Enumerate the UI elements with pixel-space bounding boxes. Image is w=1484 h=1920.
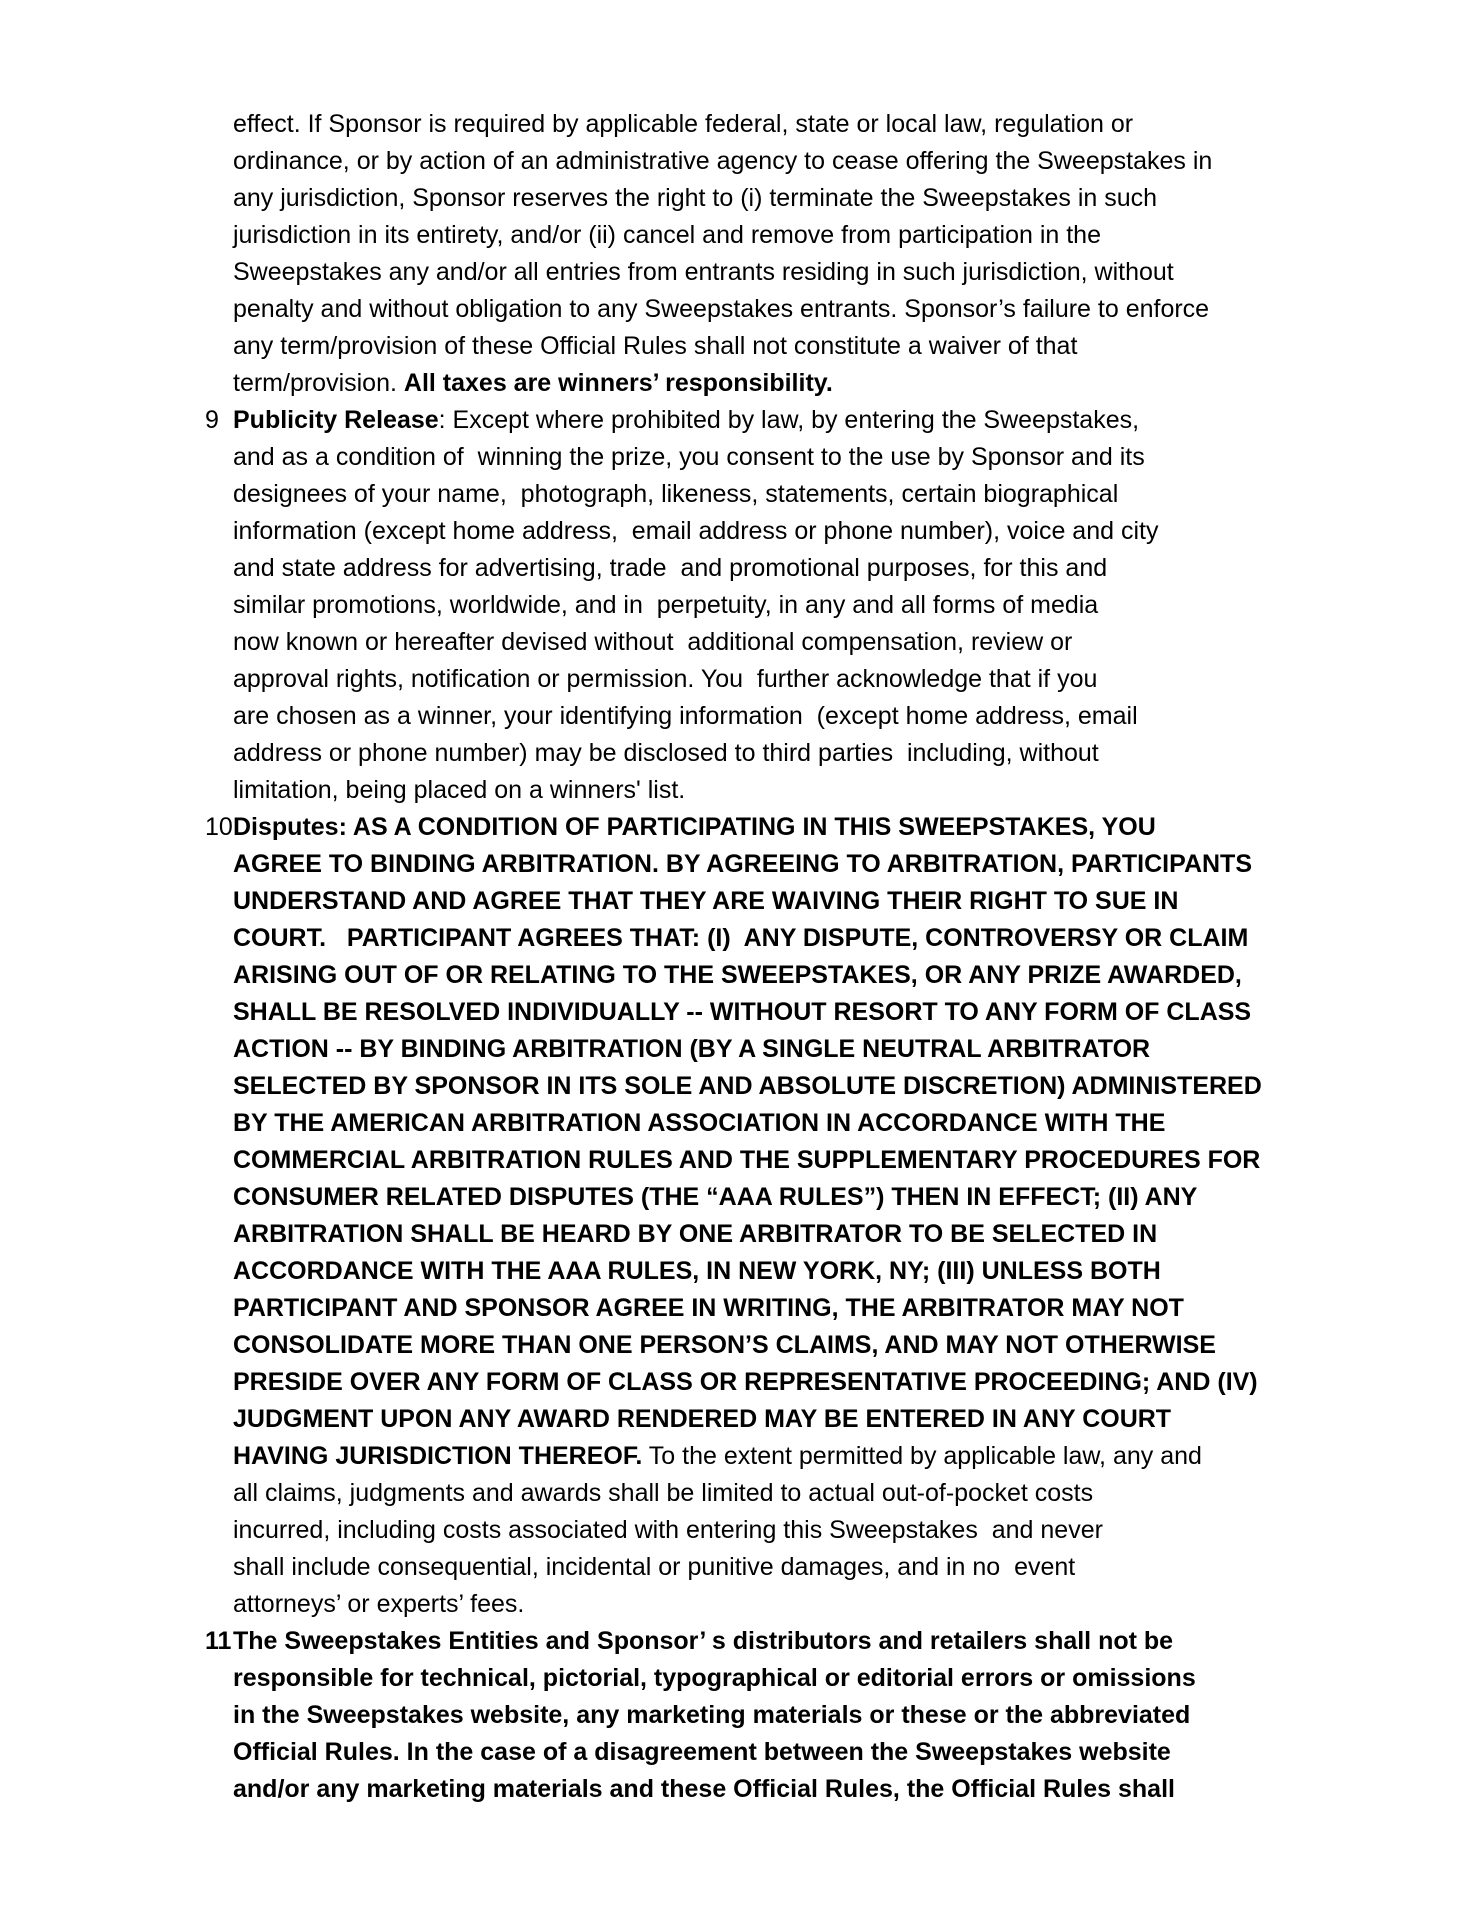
section-11-line: responsible for technical, pictorial, typographical or editorial errors or omissions [233,1664,1196,1692]
section-10-plain-line: shall include consequential, incidental or punitive damages, and in no event [233,1553,1076,1581]
section-10-mixed-bold: HAVING JURISDICTION THEREOF. [233,1442,643,1470]
section-10-bold-line: CONSOLIDATE MORE THAN ONE PERSON’S CLAIMS, AND MAY NOT OTHERWISE [233,1331,1216,1359]
taxes-notice: All taxes are winners’ responsibility. [403,369,833,397]
section-10-bold-line: CONSUMER RELATED DISPUTES (THE “AAA RULES”) THEN IN EFFECT; (II) ANY [233,1183,1198,1211]
intro-line: penalty and without obligation to any Sweepstakes entrants. Sponsor’s failure to enforce [233,295,1210,323]
section-10-bold-line: COURT. PARTICIPANT AGREES THAT: (I) ANY DISPUTE, CONTROVERSY OR CLAIM [233,924,1249,952]
section-number: 10 [205,813,233,841]
section-number: 9 [205,406,219,434]
section-10-bold-line: BY THE AMERICAN ARBITRATION ASSOCIATION IN ACCORDANCE WITH THE [233,1109,1166,1137]
section-9-line: approval rights, notification or permission. You further acknowledge that if you [233,665,1098,693]
section-10-bold-line: ARBITRATION SHALL BE HEARD BY ONE ARBITRATOR TO BE SELECTED IN [233,1220,1158,1248]
intro-line: Sweepstakes any and/or all entries from entrants residing in such jurisdiction, without [233,258,1174,286]
section-11-first-line: The Sweepstakes Entities and Sponsor’ s distributors and retailers shall not be [233,1627,1174,1655]
section-10-bold-line: JUDGMENT UPON ANY AWARD RENDERED MAY BE ENTERED IN ANY COURT [233,1405,1172,1433]
section-10-bold-line: ACCORDANCE WITH THE AAA RULES, IN NEW YORK, NY; (III) UNLESS BOTH [233,1257,1161,1285]
section-heading: Publicity Release [233,406,439,434]
section-9-line: designees of your name, photograph, likeness, statements, certain biographical [233,480,1119,508]
intro-line: jurisdiction in its entirety, and/or (ii) cancel and remove from participation in the [233,221,1101,249]
section-11-line: and/or any marketing materials and these Official Rules, the Official Rules shall [233,1775,1175,1803]
section-9-first-line-rest: : Except where prohibited by law, by entering the Sweepstakes, [438,406,1140,434]
section-10-bold-line: ARISING OUT OF OR RELATING TO THE SWEEPSTAKES, OR ANY PRIZE AWARDED, [233,961,1242,989]
section-10-first-line: Disputes: AS A CONDITION OF PARTICIPATING IN THIS SWEEPSTAKES, YOU [233,813,1156,841]
section-10-bold-line: PARTICIPANT AND SPONSOR AGREE IN WRITING, THE ARBITRATOR MAY NOT [233,1294,1184,1322]
section-10-bold-line: ACTION -- BY BINDING ARBITRATION (BY A SINGLE NEUTRAL ARBITRATOR [233,1035,1151,1063]
section-10-mixed-line [233,1438,1202,1474]
intro-last-plain: term/provision. [233,369,404,397]
section-10-bold-line: SHALL BE RESOLVED INDIVIDUALLY -- WITHOUT RESORT TO ANY FORM OF CLASS [233,998,1252,1026]
section-9-line: similar promotions, worldwide, and in perpetuity, in any and all forms of media [233,591,1099,619]
section-10-bold-line: SELECTED BY SPONSOR IN ITS SOLE AND ABSOLUTE DISCRETION) ADMINISTERED [233,1072,1262,1100]
intro-line: effect. If Sponsor is required by applicable federal, state or local law, regulation or [233,110,1134,138]
section-10-plain-line: all claims, judgments and awards shall be limited to actual out-of-pocket costs [233,1479,1094,1507]
section-10-bold-line: AGREE TO BINDING ARBITRATION. BY AGREEING TO ARBITRATION, PARTICIPANTS [233,850,1253,878]
section-10-plain-line: attorneys’ or experts’ fees. [233,1590,525,1618]
intro-last-line [233,365,833,401]
section-10-bold-line: COMMERCIAL ARBITRATION RULES AND THE SUPPLEMENTARY PROCEDURES FOR [233,1146,1261,1174]
section-9-line: limitation, being placed on a winners' list. [233,776,686,804]
section-11-line: in the Sweepstakes website, any marketing materials or these or the abbreviated [233,1701,1191,1729]
section-9-line: and state address for advertising, trade and promotional purposes, for this and [233,554,1108,582]
section-9-line: now known or hereafter devised without additional compensation, review or [233,628,1073,656]
section-11-line: Official Rules. In the case of a disagreement between the Sweepstakes website [233,1738,1171,1766]
section-10-bold-line: UNDERSTAND AND AGREE THAT THEY ARE WAIVING THEIR RIGHT TO SUE IN [233,887,1179,915]
intro-line: any term/provision of these Official Rules shall not constitute a waiver of that [233,332,1078,360]
section-10-bold-line: PRESIDE OVER ANY FORM OF CLASS OR REPRESENTATIVE PROCEEDING; AND (IV) [233,1368,1258,1396]
section-10-mixed-plain: To the extent permitted by applicable law, any and [642,1442,1202,1470]
section-9-line: and as a condition of winning the prize, you consent to the use by Sponsor and its [233,443,1145,471]
section-9-line: are chosen as a winner, your identifying information (except home address, email [233,702,1138,730]
section-9-line: information (except home address, email address or phone number), voice and city [233,517,1159,545]
section-10-plain-line: incurred, including costs associated with entering this Sweepstakes and never [233,1516,1103,1544]
intro-line: ordinance, or by action of an administrative agency to cease offering the Sweepstakes in [233,147,1213,175]
section-number: 11 [205,1627,232,1655]
section-9-first-line [233,402,1139,438]
section-9-line: address or phone number) may be disclosed to third parties including, without [233,739,1099,767]
intro-line: any jurisdiction, Sponsor reserves the right to (i) terminate the Sweepstakes in such [233,184,1158,212]
